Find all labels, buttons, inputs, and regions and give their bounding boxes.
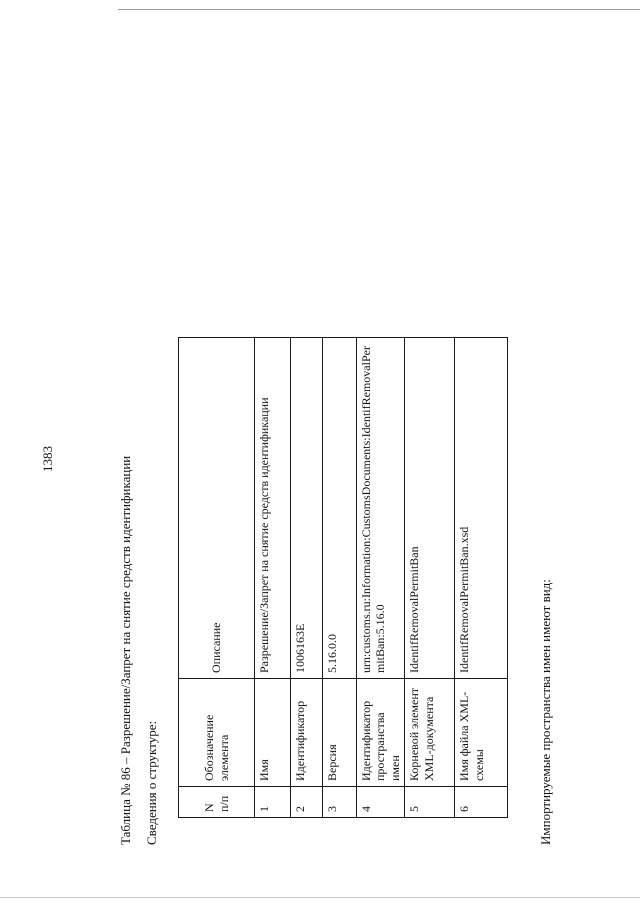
row-element-name: Версия [323,679,357,787]
table-row [291,338,323,818]
row-element-name: Имя [255,679,291,787]
row-number: 5 [405,787,455,818]
row-number: 1 [255,787,291,818]
row-description: 5.16.0.0 [323,338,357,679]
row-element-name: Идентификатор пространства имен [357,679,405,787]
header-element-name: Обозначение элемента [179,679,255,787]
row-number: 3 [323,787,357,818]
row-element-name: Имя файла XML-схемы [455,679,508,787]
table-title: Таблица № 86 – Разрешение/Запрет на снятие средств идентификации [118,455,133,845]
table-row [455,338,508,818]
page-number: 1383 [40,446,55,472]
header-description: Описание [179,338,255,679]
table-row [323,338,357,818]
row-description: IdentifRemovalPermitBan [405,338,455,679]
structure-table [178,337,508,818]
structure-caption: Сведения о структуре: [144,720,159,845]
row-description: urn:customs.ru:Information:CustomsDocuments:IdentifRemovalPermitBan:5.16.0 [357,338,405,679]
table-row [357,338,405,818]
table-row [255,338,291,818]
row-number: 6 [455,787,508,818]
row-description: 1006163E [291,338,323,679]
row-element-name: Идентификатор [291,679,323,787]
row-description: Разрешение/Запрет на снятие средств идентификации [255,338,291,679]
row-description: IdentifRemovalPermitBan.xsd [455,338,508,679]
namespaces-caption: Импортируемые пространства имен имеют вид: [538,579,553,845]
table-header-row [179,338,255,818]
header-num: N п/п [179,787,255,818]
row-number: 4 [357,787,405,818]
row-number: 2 [291,787,323,818]
row-element-name: Корневой элемент XML-документа [405,679,455,787]
table-row [405,338,455,818]
